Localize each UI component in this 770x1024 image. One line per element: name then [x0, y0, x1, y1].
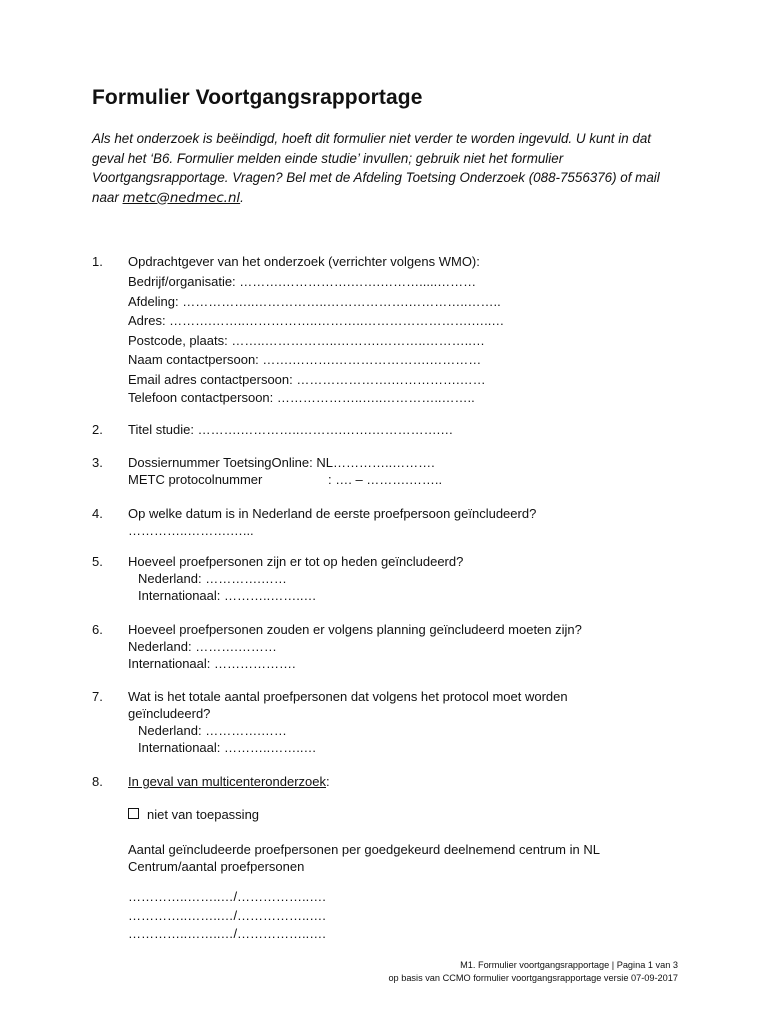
field-address[interactable]: Adres: ……….……..……………..………..…………………….…..…	[128, 313, 505, 328]
field-postcode-city[interactable]: Postcode, plaats: ……..……………..……….………..………..…	[128, 332, 485, 348]
footer-line-1: M1. Formulier voortgangsrapportage | Pagina 1 van 3	[460, 960, 678, 970]
question-number: 2.	[92, 422, 103, 437]
question-number: 5.	[92, 554, 103, 569]
question-body	[128, 454, 688, 488]
field-included-int[interactable]: Internationaal: ………..……..…	[138, 588, 317, 603]
multicenter-heading: In geval van multicenteronderzoek	[128, 774, 327, 789]
question-number: 3.	[92, 455, 103, 470]
question-number: 4.	[92, 506, 103, 521]
footer-line-2: op basis van CCMO formulier voortgangsrapportage versie 07-09-2017	[388, 973, 678, 983]
field-first-inclusion-date[interactable]: …………..……….…...	[128, 523, 254, 538]
question-body	[128, 621, 688, 672]
field-total-nl[interactable]: Nederland: ………….……	[138, 723, 287, 738]
question-text: Wat is het totale aantal proefpersonen dat volgens het protocol moet worden	[128, 689, 568, 704]
field-included-nl[interactable]: Nederland: ………….……	[138, 571, 287, 586]
question-heading	[128, 773, 688, 790]
checkbox-icon[interactable]	[128, 808, 139, 819]
question-body	[128, 553, 688, 604]
field-contact-phone[interactable]: Telefoon contactpersoon: ………………..…..…………..……..	[128, 390, 475, 405]
email-link[interactable]: metc@nedmec.nl	[122, 190, 241, 206]
field-center-row[interactable]: …………..……..…/……………..….	[128, 907, 326, 923]
question-text: Hoeveel proefpersonen zijn er tot op heden geïncludeerd?	[128, 554, 464, 569]
metc-value: : …. – ……….……..	[328, 472, 443, 487]
question-body	[128, 688, 688, 756]
checkbox-label: niet van toepassing	[147, 807, 260, 822]
intro-paragraph	[92, 129, 682, 208]
metc-label: METC protocolnummer	[128, 472, 263, 487]
page-footer	[388, 959, 678, 985]
field-department[interactable]: Afdeling: ……………..……………..……………….…………..……..	[128, 293, 501, 309]
question-text: Aantal geïncludeerde proefpersonen per goedgekeurd deelnemend centrum in NL	[128, 842, 600, 857]
not-applicable-option[interactable]	[128, 806, 688, 823]
field-dossier-number[interactable]: Dossiernummer ToetsingOnline: NL…………..……….	[128, 455, 435, 470]
question-number: 6.	[92, 622, 103, 637]
question-text-continued: Centrum/aantal proefpersonen	[128, 859, 305, 874]
question-body	[128, 505, 688, 539]
field-contact-name[interactable]: Naam contactpersoon: …….……….………………….…………	[128, 352, 482, 367]
field-planned-nl[interactable]: Nederland: ……….………	[128, 639, 277, 654]
page-title: Formulier Voortgangsrapportage	[92, 86, 423, 109]
heading-colon: :	[326, 774, 330, 789]
field-center-row[interactable]: …………..……..…/……………..….	[128, 926, 326, 941]
question-text-continued: geïncludeerd?	[128, 706, 211, 721]
field-metc-protocol[interactable]	[128, 471, 688, 488]
question-number: 8.	[92, 774, 103, 789]
question-body	[128, 421, 688, 438]
question-text: Op welke datum is in Nederland de eerste proefpersoon geïncludeerd?	[128, 506, 537, 521]
field-organisation[interactable]: Bedrijf/organisatie: ……….…………….…….……….....………	[128, 274, 477, 289]
field-study-title[interactable]: Titel studie: ……….…………..……….…….…………….…	[128, 422, 454, 437]
field-center-row[interactable]: …………..……..…/……………..….	[128, 889, 326, 904]
question-heading: Opdrachtgever van het onderzoek (verrichter volgens WMO):	[128, 254, 480, 269]
intro-end: .	[240, 189, 244, 205]
intro-text: Als het onderzoek is beëindigd, hoeft dit formulier niet verder te worden ingevuld. U kunt in dat geval het ‘B6. Formulier melden einde studie’ invullen; gebruik niet het formulier Voortgangsrapportage. Vragen? Bel met de Afdeling Toetsing Onderzoek (088-7556376) of mail naar	[92, 131, 660, 205]
question-body	[128, 253, 688, 406]
field-planned-int[interactable]: Internationaal: ……………….	[128, 656, 296, 671]
question-number: 1.	[92, 254, 103, 269]
field-contact-email[interactable]: Email adres contactpersoon: ………………….…………….……	[128, 371, 486, 387]
question-number: 7.	[92, 689, 103, 704]
field-total-int[interactable]: Internationaal: ………..……..…	[138, 740, 317, 755]
question-body	[128, 773, 688, 944]
question-text: Hoeveel proefpersonen zouden er volgens planning geïncludeerd moeten zijn?	[128, 622, 582, 637]
